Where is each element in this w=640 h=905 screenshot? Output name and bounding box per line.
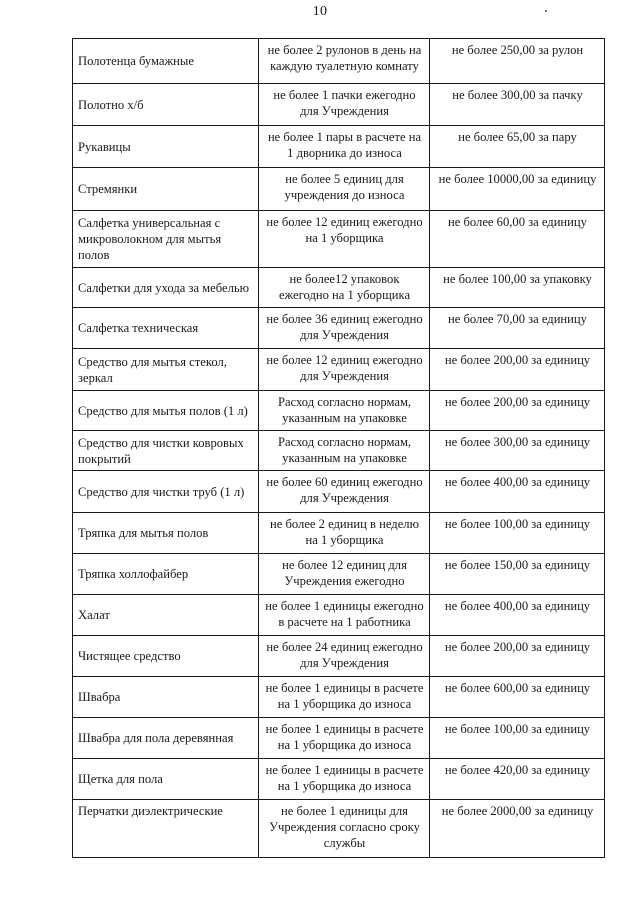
item-price-cell: не более 420,00 за единицу	[430, 759, 605, 800]
table-row	[73, 677, 605, 718]
table-row	[73, 84, 605, 126]
item-norm-cell: не более 24 единиц ежегодно для Учреждения	[259, 636, 430, 677]
item-name-cell: Полотенца бумажные	[73, 39, 259, 84]
item-price-cell: не более 100,00 за единицу	[430, 513, 605, 554]
item-price-cell: не более 200,00 за единицу	[430, 391, 605, 431]
item-norm-cell: не более 1 единицы в расчете на 1 уборщика до износа	[259, 718, 430, 759]
item-norm-cell: Расход согласно нормам, указанным на упаковке	[259, 431, 430, 471]
item-norm-cell: не более 2 рулонов в день на каждую туалетную комнату	[259, 39, 430, 84]
item-norm-cell: не более 12 единиц для Учреждения ежегодно	[259, 554, 430, 595]
item-price-cell: не более 150,00 за единицу	[430, 554, 605, 595]
item-price-cell: не более 200,00 за единицу	[430, 349, 605, 391]
item-name-cell: Щетка для пола	[73, 759, 259, 800]
table-row	[73, 471, 605, 513]
item-norm-cell: не более 1 пачки ежегодно для Учреждения	[259, 84, 430, 126]
table-row	[73, 636, 605, 677]
item-name-cell: Салфетка техническая	[73, 308, 259, 349]
item-price-cell: не более 400,00 за единицу	[430, 471, 605, 513]
item-norm-cell: не более 1 единицы в расчете на 1 уборщика до износа	[259, 759, 430, 800]
table-row	[73, 595, 605, 636]
scan-speck	[545, 10, 547, 12]
item-price-cell: не более 2000,00 за единицу	[430, 800, 605, 858]
item-name-cell: Средство для чистки ковровых покрытий	[73, 431, 259, 471]
item-price-cell: не более 200,00 за единицу	[430, 636, 605, 677]
item-price-cell: не более 300,00 за пачку	[430, 84, 605, 126]
table-row	[73, 211, 605, 268]
item-price-cell: не более 250,00 за рулон	[430, 39, 605, 84]
item-price-cell: не более 60,00 за единицу	[430, 211, 605, 268]
item-name-cell: Салфетка универсальная с микроволокном для мытья полов	[73, 211, 259, 268]
item-name-cell: Тряпка холлофайбер	[73, 554, 259, 595]
item-price-cell: не более 65,00 за пару	[430, 126, 605, 168]
item-norm-cell: не более 12 единиц ежегодно для Учреждения	[259, 349, 430, 391]
table-row	[73, 800, 605, 858]
item-norm-cell: не более 12 единиц ежегодно на 1 уборщика	[259, 211, 430, 268]
table-row	[73, 513, 605, 554]
table-row	[73, 718, 605, 759]
item-norm-cell: не более 2 единиц в неделю на 1 уборщика	[259, 513, 430, 554]
item-norm-cell: не более 1 единицы для Учреждения согласно сроку службы	[259, 800, 430, 858]
item-name-cell: Салфетки для ухода за мебелью	[73, 268, 259, 308]
table-row	[73, 554, 605, 595]
item-price-cell: не более 100,00 за единицу	[430, 718, 605, 759]
table-row	[73, 391, 605, 431]
table-row	[73, 39, 605, 84]
table-body	[73, 39, 605, 858]
item-price-cell: не более 300,00 за единицу	[430, 431, 605, 471]
table-row	[73, 168, 605, 211]
item-norm-cell: не более 1 пары в расчете на 1 дворника до износа	[259, 126, 430, 168]
item-name-cell: Средство для мытья стекол, зеркал	[73, 349, 259, 391]
item-name-cell: Рукавицы	[73, 126, 259, 168]
table-row	[73, 126, 605, 168]
item-norm-cell: не более 1 единицы в расчете на 1 уборщика до износа	[259, 677, 430, 718]
item-price-cell: не более 400,00 за единицу	[430, 595, 605, 636]
item-norm-cell: Расход согласно нормам, указанным на упаковке	[259, 391, 430, 431]
item-name-cell: Стремянки	[73, 168, 259, 211]
table-row	[73, 759, 605, 800]
table-row	[73, 349, 605, 391]
item-norm-cell: не более 5 единиц для учреждения до износа	[259, 168, 430, 211]
item-name-cell: Халат	[73, 595, 259, 636]
item-name-cell: Средство для чистки труб (1 л)	[73, 471, 259, 513]
item-name-cell: Тряпка для мытья полов	[73, 513, 259, 554]
item-price-cell: не более 100,00 за упаковку	[430, 268, 605, 308]
item-name-cell: Полотно х/б	[73, 84, 259, 126]
item-name-cell: Швабра для пола деревянная	[73, 718, 259, 759]
item-norm-cell: не более 36 единиц ежегодно для Учреждения	[259, 308, 430, 349]
item-price-cell: не более 70,00 за единицу	[430, 308, 605, 349]
table-row	[73, 308, 605, 349]
item-norm-cell: не более 60 единиц ежегодно для Учреждения	[259, 471, 430, 513]
supplies-norms-table	[72, 38, 605, 858]
item-norm-cell: не более 1 единицы ежегодно в расчете на 1 работника	[259, 595, 430, 636]
item-price-cell: не более 10000,00 за единицу	[430, 168, 605, 211]
table-row	[73, 431, 605, 471]
item-name-cell: Средство для мытья полов (1 л)	[73, 391, 259, 431]
item-name-cell: Чистящее средство	[73, 636, 259, 677]
item-name-cell: Перчатки диэлектрические	[73, 800, 259, 858]
page-number: 10	[312, 4, 328, 19]
item-norm-cell: не более12 упаковок ежегодно на 1 уборщика	[259, 268, 430, 308]
table-row	[73, 268, 605, 308]
item-price-cell: не более 600,00 за единицу	[430, 677, 605, 718]
item-name-cell: Швабра	[73, 677, 259, 718]
